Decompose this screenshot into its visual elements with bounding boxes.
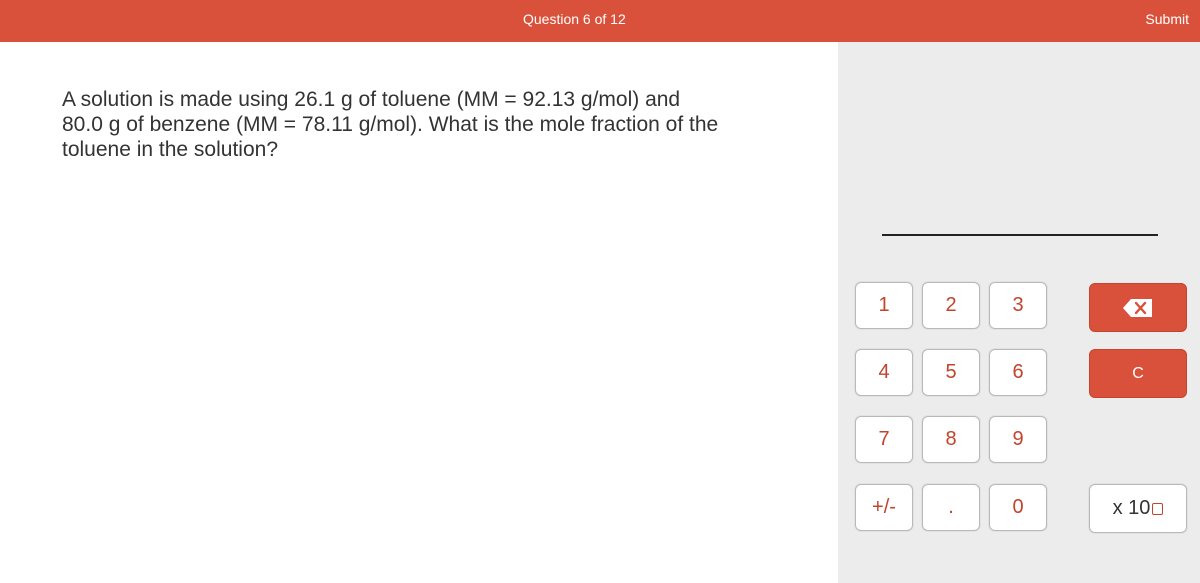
key-4[interactable]: 4 bbox=[855, 349, 913, 396]
backspace-icon bbox=[1122, 298, 1154, 318]
key-9[interactable]: 9 bbox=[989, 416, 1047, 463]
scientific-notation-label: x 10 bbox=[1112, 497, 1151, 519]
key-1[interactable]: 1 bbox=[855, 282, 913, 329]
question-text: A solution is made using 26.1 g of toluene (MM = 92.13 g/mol) and 80.0 g of benzene (MM = 78.11 g/mol). What is the mole fraction of the toluene in the solution? bbox=[62, 88, 719, 161]
submit-button[interactable]: Submit bbox=[1145, 11, 1189, 27]
key-5[interactable]: 5 bbox=[922, 349, 980, 396]
question-counter: Question 6 of 12 bbox=[523, 11, 626, 27]
decimal-key[interactable]: . bbox=[922, 484, 980, 531]
key-0[interactable]: 0 bbox=[989, 484, 1047, 531]
sign-toggle-key[interactable]: +/- bbox=[855, 484, 913, 531]
backspace-button[interactable] bbox=[1089, 283, 1187, 332]
key-7[interactable]: 7 bbox=[855, 416, 913, 463]
key-8[interactable]: 8 bbox=[922, 416, 980, 463]
answer-input-line[interactable] bbox=[882, 234, 1158, 236]
exponent-box-icon bbox=[1152, 503, 1163, 515]
key-3[interactable]: 3 bbox=[989, 282, 1047, 329]
scientific-notation-button[interactable] bbox=[1089, 484, 1187, 533]
key-6[interactable]: 6 bbox=[989, 349, 1047, 396]
clear-button[interactable]: C bbox=[1089, 349, 1187, 398]
calculator-panel bbox=[838, 42, 1200, 583]
key-2[interactable]: 2 bbox=[922, 282, 980, 329]
top-bar bbox=[0, 0, 1200, 42]
